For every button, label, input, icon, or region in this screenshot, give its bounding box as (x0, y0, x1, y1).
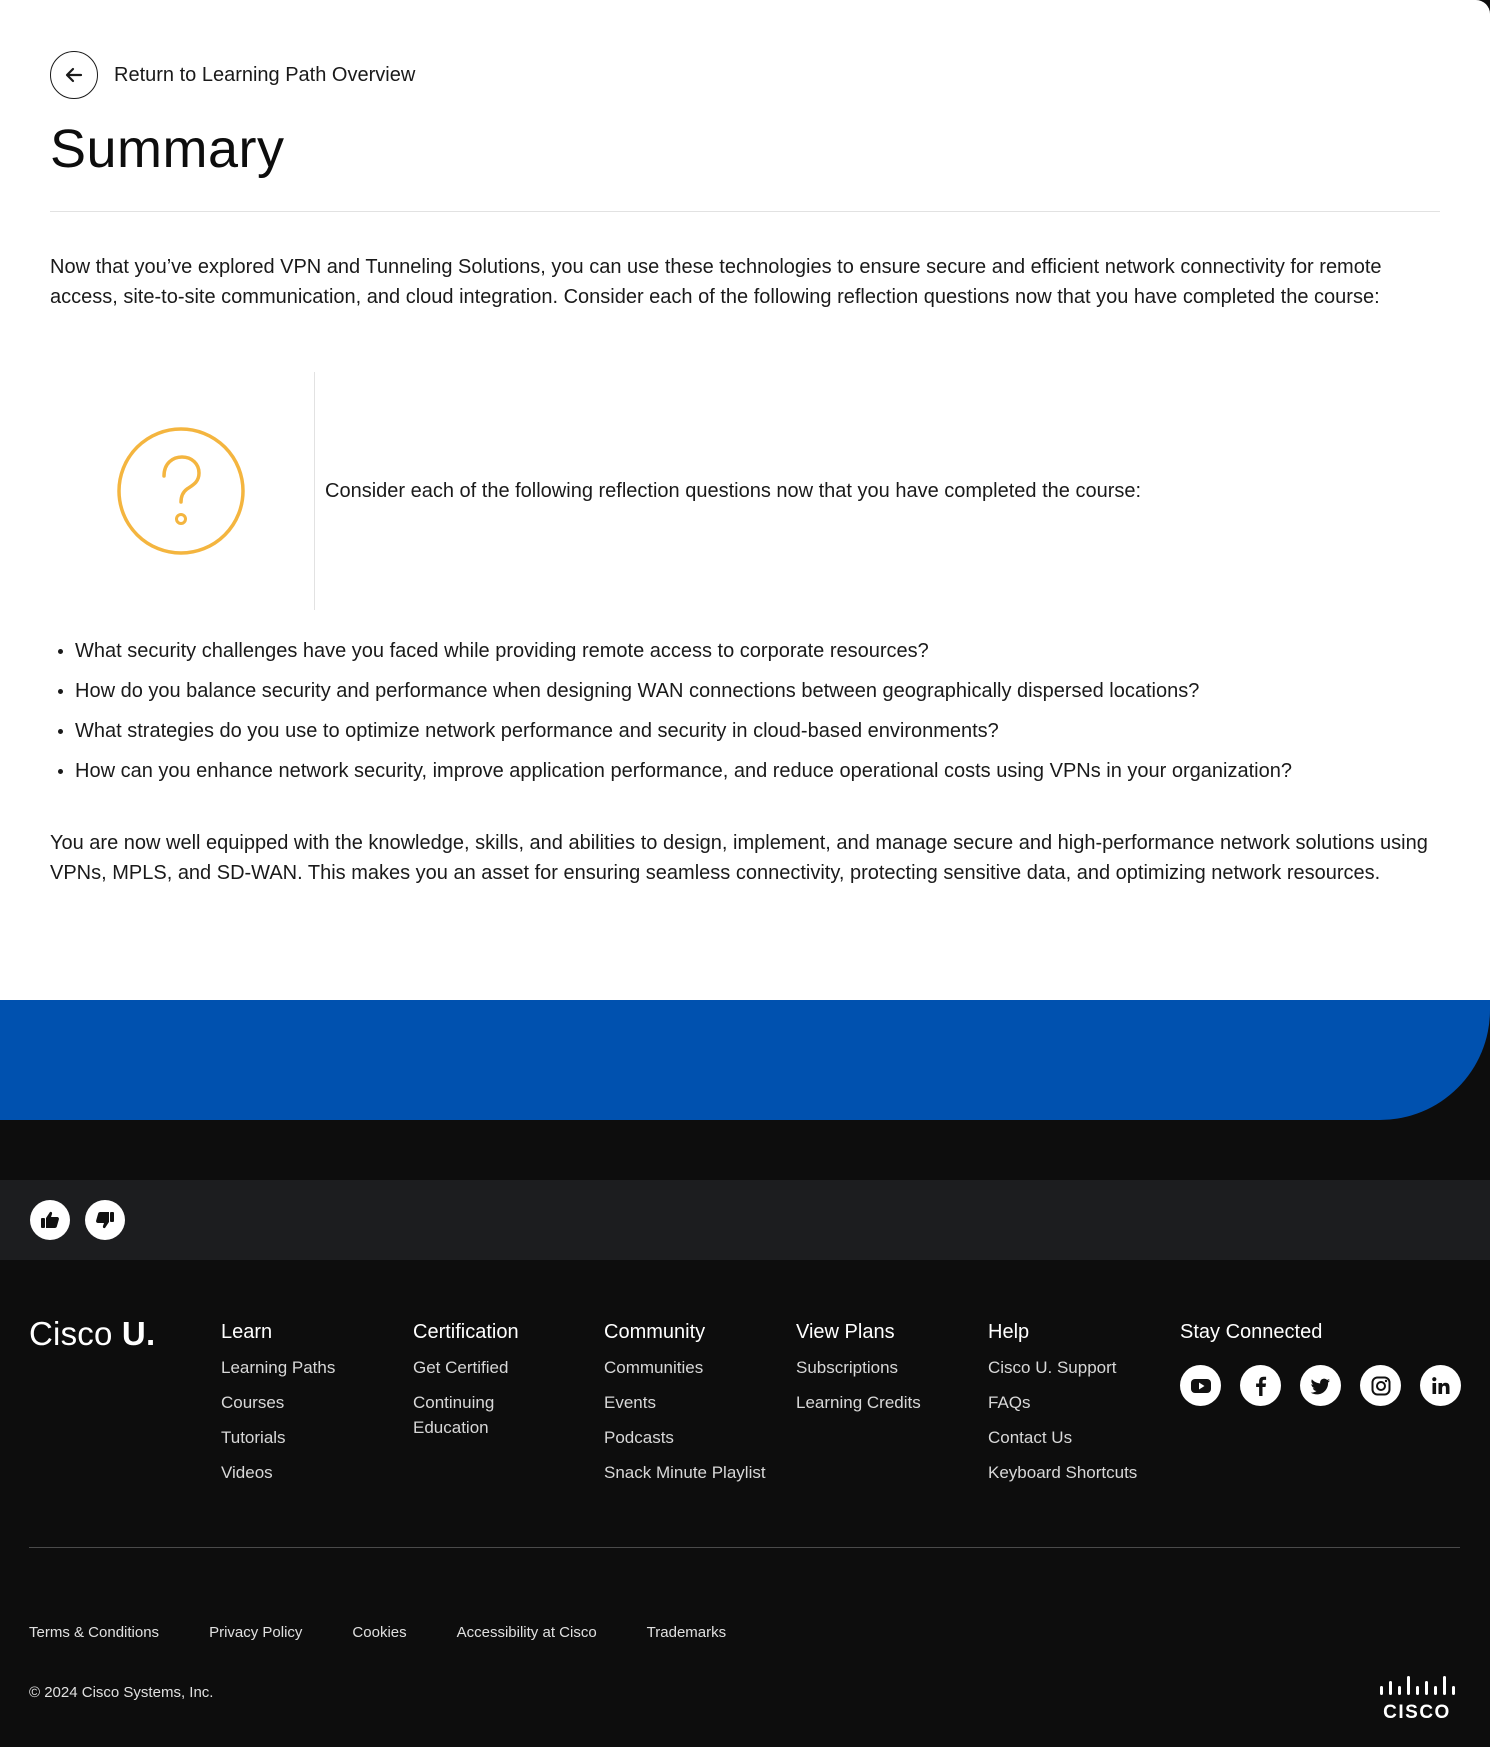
footer-link-snack-minute-playlist[interactable]: Snack Minute Playlist (604, 1463, 766, 1482)
footer-link-contact-us[interactable]: Contact Us (988, 1428, 1073, 1447)
footer-heading: Certification (413, 1321, 519, 1343)
legal-link-cookies[interactable]: Cookies (352, 1624, 407, 1641)
social-links (1180, 1365, 1461, 1406)
brand-suffix: U. (121, 1315, 156, 1352)
footer-heading: View Plans (796, 1321, 895, 1343)
list-item: What security challenges have you faced while providing remote access to corporate resources? (50, 636, 1440, 676)
facebook-icon (1248, 1373, 1274, 1399)
footer-link-tutorials[interactable]: Tutorials (221, 1428, 286, 1447)
footer-column-view-plans (796, 1317, 976, 1425)
footer-link-get-certified[interactable]: Get Certified (413, 1358, 509, 1377)
decorative-blue-band (0, 1000, 1490, 1120)
feedback-bar (0, 1180, 1490, 1260)
footer-heading: Stay Connected (1180, 1321, 1323, 1343)
brand-prefix: Cisco (29, 1315, 113, 1352)
cisco-logo[interactable] (1376, 1672, 1458, 1722)
footer-link-learning-paths[interactable]: Learning Paths (221, 1358, 336, 1377)
footer-divider (29, 1547, 1460, 1548)
arrow-left-icon (63, 64, 85, 86)
footer-link-keyboard-shortcuts[interactable]: Keyboard Shortcuts (988, 1463, 1138, 1482)
instagram-link[interactable] (1360, 1365, 1401, 1406)
legal-link-accessibility[interactable]: Accessibility at Cisco (456, 1624, 597, 1641)
list-item: How do you balance security and performance when designing WAN connections between geographically dispersed locations? (50, 676, 1440, 716)
page-title: Summary (50, 119, 285, 179)
footer-heading: Community (604, 1321, 706, 1343)
list-item: How can you enhance network security, improve application performance, and reduce operational costs using VPNs in your organization? (50, 756, 1440, 796)
instagram-icon (1368, 1373, 1394, 1399)
thumbs-down-button[interactable] (85, 1200, 125, 1240)
footer-column-help (988, 1317, 1168, 1495)
footer-heading: Learn (221, 1321, 273, 1343)
footer-link-courses[interactable]: Courses (221, 1393, 285, 1412)
copyright-text: © 2024 Cisco Systems, Inc. (29, 1684, 214, 1701)
callout-divider (314, 372, 315, 610)
footer-link-communities[interactable]: Communities (604, 1358, 704, 1377)
reflection-prompt: Consider each of the following reflection questions now that you have completed the course: (325, 480, 1142, 502)
cisco-u-logo[interactable] (29, 1315, 155, 1353)
footer-column-certification (413, 1317, 593, 1450)
thumbs-up-icon (39, 1209, 61, 1231)
footer-column-community (604, 1317, 784, 1495)
back-to-overview-link[interactable] (50, 50, 415, 100)
question-mark-icon (116, 426, 246, 556)
footer-link-subscriptions[interactable]: Subscriptions (796, 1358, 899, 1377)
twitter-link[interactable] (1300, 1365, 1341, 1406)
footer-heading: Help (988, 1321, 1030, 1343)
twitter-icon (1308, 1373, 1334, 1399)
footer-link-podcasts[interactable]: Podcasts (604, 1428, 674, 1447)
reflection-questions-list (50, 636, 1440, 796)
facebook-link[interactable] (1240, 1365, 1281, 1406)
site-footer (0, 1260, 1490, 1747)
footer-column-stay-connected (1180, 1317, 1440, 1355)
thumbs-down-icon (94, 1209, 116, 1231)
reflection-callout (50, 372, 1440, 610)
youtube-icon (1188, 1373, 1214, 1399)
footer-link-events[interactable]: Events (604, 1393, 656, 1412)
thumbs-up-button[interactable] (30, 1200, 70, 1240)
title-divider (50, 211, 1440, 212)
back-link-label[interactable]: Return to Learning Path Overview (114, 63, 416, 86)
youtube-link[interactable] (1180, 1365, 1221, 1406)
legal-link-trademarks[interactable]: Trademarks (646, 1624, 727, 1641)
footer-link-learning-credits[interactable]: Learning Credits (796, 1393, 921, 1412)
closing-paragraph: You are now well equipped with the knowledge, skills, and abilities to design, implement, and manage secure and high-performance network solutions using VPNs, MPLS, and SD-WAN. This makes you an asset for ensuring seamless connectivity, protecting sensitive data, and optimizing network resources. (50, 832, 1428, 884)
cisco-logo-text: CISCO (1383, 1702, 1451, 1722)
footer-link-faqs[interactable]: FAQs (988, 1393, 1031, 1412)
list-item: What strategies do you use to optimize network performance and security in cloud-based environments? (50, 716, 1440, 756)
linkedin-icon (1428, 1373, 1454, 1399)
linkedin-link[interactable] (1420, 1365, 1461, 1406)
footer-link-continuing-education[interactable]: Continuing Education (413, 1393, 495, 1437)
legal-links (29, 1624, 776, 1641)
intro-paragraph: Now that you’ve explored VPN and Tunneling Solutions, you can use these technologies to ensure secure and efficient network connectivity for remote access, site-to-site communication, and cloud integration. Consider each of the following reflection questions now that you have completed the course: (50, 256, 1382, 308)
footer-link-cisco-u-support[interactable]: Cisco U. Support (988, 1358, 1117, 1377)
legal-link-privacy[interactable]: Privacy Policy (209, 1624, 303, 1641)
legal-link-terms[interactable]: Terms & Conditions (29, 1624, 160, 1641)
back-arrow-button[interactable] (50, 51, 98, 99)
footer-column-learn (221, 1317, 401, 1495)
footer-link-videos[interactable]: Videos (221, 1463, 273, 1482)
